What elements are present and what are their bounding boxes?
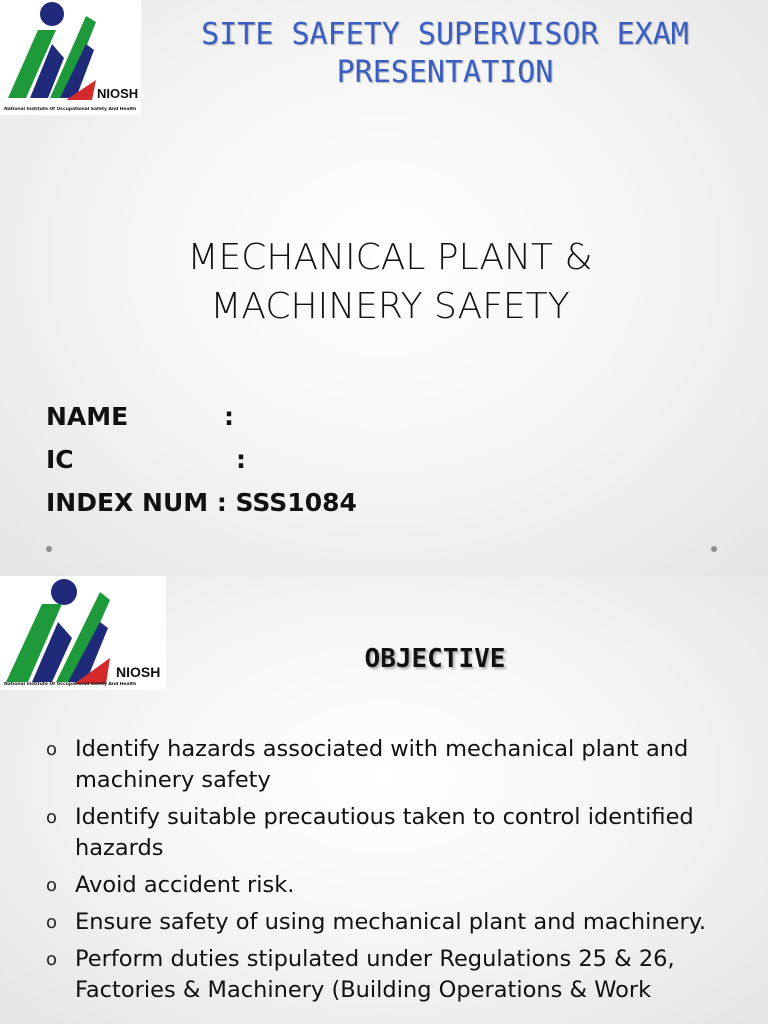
deck-title: SITE SAFETY SUPERVISOR EXAM PRESENTATION xyxy=(201,17,689,90)
objective-list xyxy=(44,734,744,1012)
objective-item xyxy=(44,734,744,796)
bullet-circle-icon: o xyxy=(46,875,58,896)
slide-objective xyxy=(0,576,768,1024)
objective-item-text: Ensure safety of using mechanical plant and machinery. xyxy=(75,909,707,935)
slide-dot-left xyxy=(46,546,52,552)
objective-item xyxy=(44,870,744,901)
objective-item xyxy=(44,802,744,864)
bullet-circle-icon: o xyxy=(46,739,58,760)
niosh-logo xyxy=(0,0,141,115)
detail-name xyxy=(46,398,466,441)
objective-item-text: Perform duties stipulated under Regulations 25 & 26, Factories & Machinery (Building Operations & Work xyxy=(75,946,675,1003)
name-colon: : xyxy=(224,402,234,431)
ic-label: IC xyxy=(46,445,74,474)
objective-item-text: Identify hazards associated with mechanical plant and machinery safety xyxy=(75,736,689,793)
logo-wordmark: NIOSH xyxy=(116,664,161,680)
main-title: MECHANICAL PLANT & MACHINERY SAFETY xyxy=(187,237,593,327)
index-label: INDEX NUM : SSS1084 xyxy=(46,488,357,517)
ic-colon: : xyxy=(236,445,246,474)
slide-dot-right xyxy=(711,546,717,552)
niosh-logo xyxy=(0,576,166,690)
objective-item-text: Identify suitable precautious taken to control identified hazards xyxy=(75,804,694,861)
detail-index xyxy=(46,484,466,527)
objective-item-text: Avoid accident risk. xyxy=(75,872,295,898)
logo-wordmark: NIOSH xyxy=(97,86,139,101)
objective-heading: OBJECTIVE xyxy=(364,644,506,674)
objective-item xyxy=(44,944,744,1006)
student-details xyxy=(46,398,466,527)
bullet-circle-icon: o xyxy=(46,807,58,828)
logo-subtitle: National Institute Of Occupational Safety And Health xyxy=(4,682,137,687)
bullet-circle-icon: o xyxy=(46,949,58,970)
objective-item xyxy=(44,907,744,938)
name-label: NAME xyxy=(46,402,129,431)
bullet-circle-icon: o xyxy=(46,912,58,933)
detail-ic xyxy=(46,441,466,484)
logo-subtitle: National Institute Of Occupational Safety And Health xyxy=(4,107,137,112)
